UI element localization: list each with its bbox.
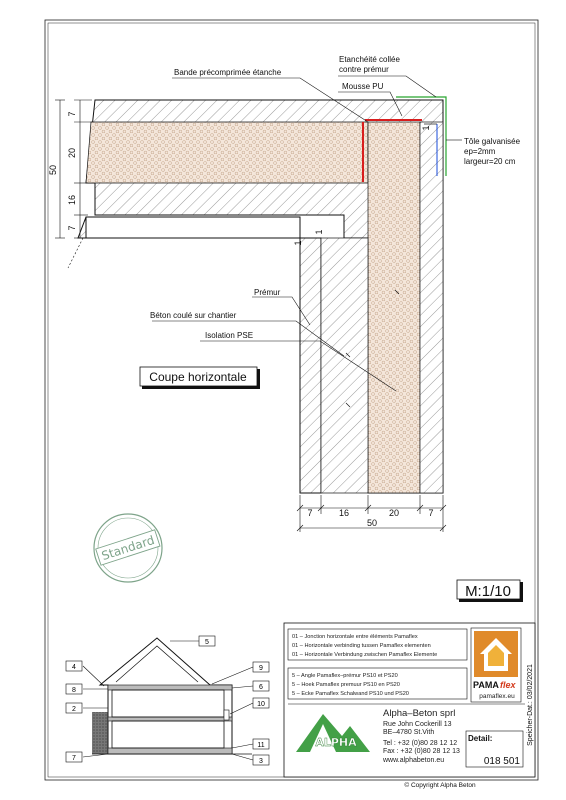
callout-2: 2 (72, 706, 76, 713)
callout-9: 9 (259, 665, 263, 672)
label-mousse: Mousse PU (342, 82, 384, 91)
dim-left-7a: 7 (67, 111, 77, 117)
joint-mark-1c: 1 (314, 229, 324, 235)
callout-10: 10 (257, 701, 265, 708)
detail-label: Detail: (468, 734, 493, 743)
house-floor-band-1 (108, 685, 232, 690)
alpha-logo-text: ALPHA (315, 736, 357, 749)
company-address-1: Rue John Cockerill 13 (383, 721, 452, 728)
coupe-title: Coupe horizontale (149, 370, 247, 384)
company-address-2: BE–4780 St.Vith (383, 729, 435, 736)
company-tel: Tel : +32 (0)80 28 12 12 (383, 740, 458, 747)
title-block (284, 623, 535, 777)
copyright: © Copyright Alpha Beton (404, 782, 476, 789)
bottom-dimension-labels (307, 508, 433, 528)
ground-soil (92, 712, 108, 754)
company-fax: Fax : +32 (0)80 28 12 13 (383, 748, 460, 755)
left-dimension-chain (55, 100, 92, 268)
dim-bottom-20: 20 (388, 508, 400, 518)
dim-left-7b: 7 (67, 225, 77, 231)
callout-4: 4 (72, 664, 76, 671)
dim-bottom-total: 50 (366, 518, 378, 528)
company-web: www.alphabeton.eu (383, 757, 445, 764)
house-window (224, 710, 229, 720)
callout-5: 5 (205, 639, 209, 646)
callout-8: 8 (72, 687, 76, 694)
stamp-text: Standard (99, 532, 157, 564)
label-beton: Béton coulé sur chantier (150, 311, 237, 320)
outer-skin-right (420, 122, 443, 493)
dim-left-20: 20 (67, 147, 77, 159)
insulation-panel-vertical (368, 122, 420, 493)
insulation-panel-horizontal (86, 122, 368, 183)
label-etancheite-1: Etanchéité collée (339, 55, 400, 64)
company-name: Alpha–Beton sprl (383, 708, 456, 719)
label-tole-3: largeur=20 cm (464, 157, 516, 166)
desc-a-line-1: 01 – Jonction horizontale entre éléments Pamaflex (292, 634, 418, 640)
detail-number: 018 501 (483, 756, 520, 767)
joint-mark-1a: 1 (421, 125, 431, 131)
left-dimension-labels (48, 111, 77, 230)
label-isolation: Isolation PSE (205, 331, 254, 340)
premur-slab-face (86, 217, 300, 238)
scale-text: M:1/10 (465, 583, 511, 600)
standard-stamp (94, 514, 162, 582)
desc-a-line-3: 01 – Horizontale Verbindung zwischen Pamaflex Elemente (292, 652, 438, 658)
dim-left-16: 16 (67, 194, 77, 206)
house-floor-band-2 (108, 717, 232, 721)
label-etancheite-2: contre prémur (339, 65, 389, 74)
premur-vertical (300, 238, 321, 493)
desc-b-line-2: 5 – Hoek Pamaflex premuur PS10 en PS20 (292, 682, 400, 688)
dim-bottom-16: 16 (338, 508, 350, 518)
dim-bottom-7b: 7 (428, 508, 434, 518)
house-outline (100, 638, 232, 754)
pamaflex-brand-1: PAMA (473, 680, 499, 690)
pamaflex-url: pamaflex.eu (479, 693, 515, 700)
label-premur: Prémur (254, 288, 281, 297)
house-floor-band-3 (108, 748, 232, 754)
callout-6: 6 (259, 684, 263, 691)
label-tole-1: Tôle galvanisée (464, 137, 521, 146)
dim-left-total: 50 (48, 164, 58, 176)
desc-b-line-1: 5 – Angle Pamaflex–prémur PS10 et PS20 (292, 673, 398, 679)
pamaflex-brand-2: flex (500, 680, 516, 690)
dim-bottom-7a: 7 (307, 508, 313, 518)
callout-7: 7 (72, 755, 76, 762)
desc-b-line-3: 5 – Ecke Pamaflex Schalwand PS10 und PS20 (292, 691, 409, 697)
cast-concrete-gap (321, 238, 368, 493)
desc-a-line-2: 01 – Horizontale verbinding tussen Pamaflex elementen (292, 643, 431, 649)
joint-mark-1b: 1 (293, 240, 303, 246)
callout-3: 3 (259, 758, 263, 765)
label-bande: Bande précomprimée étanche (174, 68, 282, 77)
callout-11: 11 (257, 742, 265, 749)
save-date: Speicher-Dat.: 03/02/2021 (527, 664, 534, 746)
house-key-diagram (92, 638, 252, 754)
label-tole-2: ep=2mm (464, 147, 496, 156)
